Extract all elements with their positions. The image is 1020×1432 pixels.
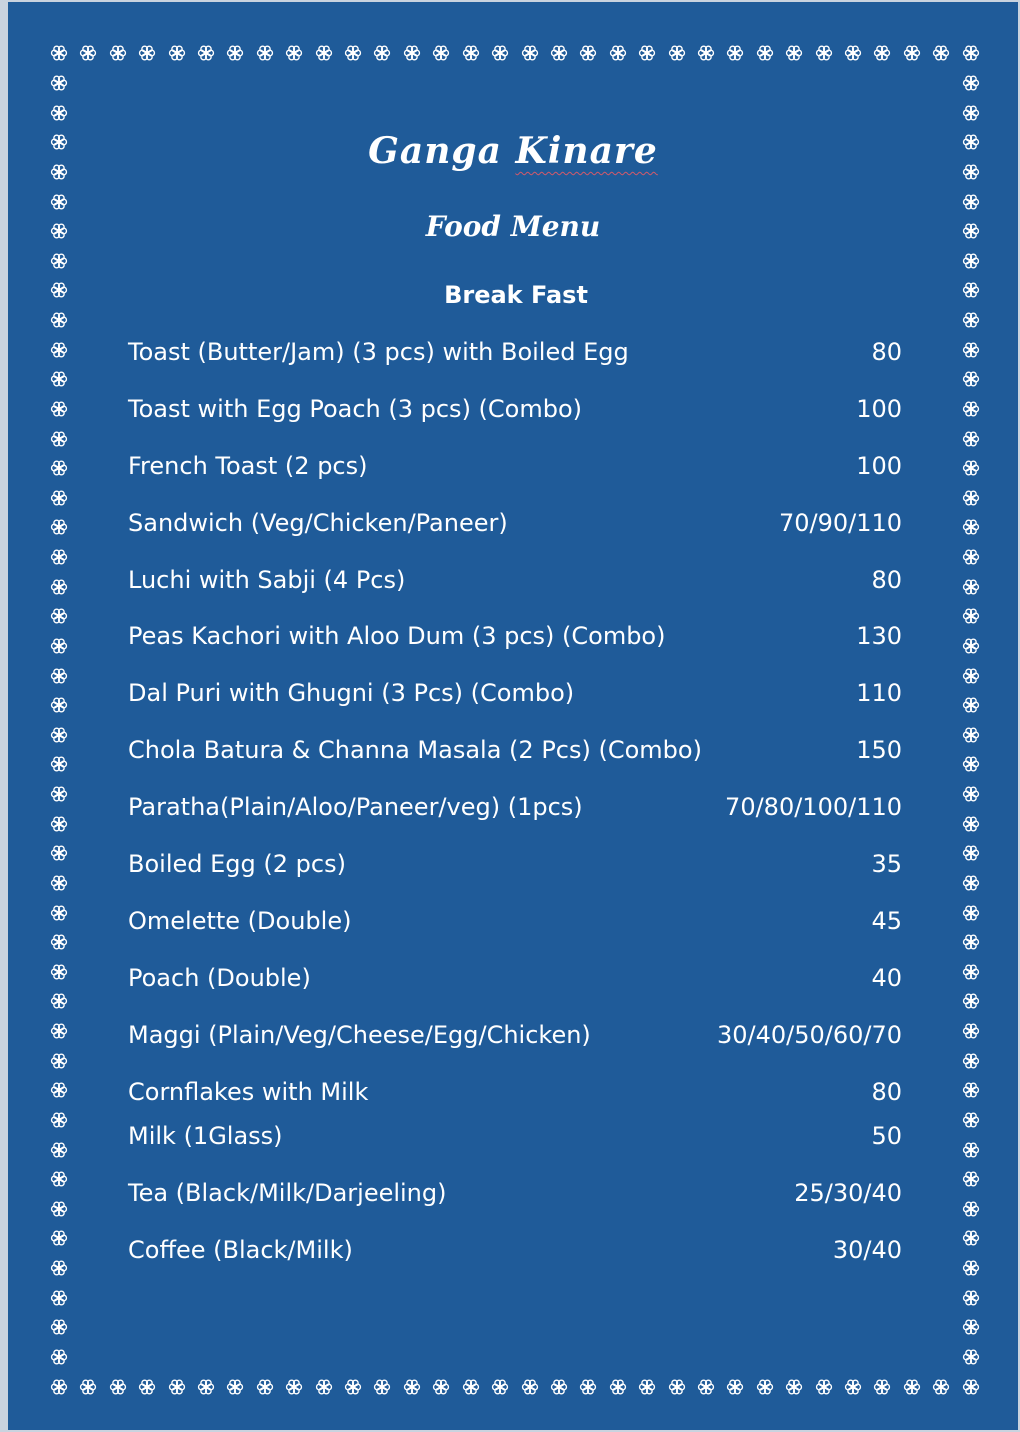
flower-ornament-icon (432, 1378, 450, 1396)
flower-ornament-icon (550, 44, 568, 62)
flower-ornament-icon (226, 1378, 244, 1396)
flower-ornament-icon (491, 1378, 509, 1396)
flower-ornament-icon (962, 874, 980, 892)
flower-ornament-icon (50, 104, 68, 122)
menu-item-price: 130 (856, 622, 902, 650)
flower-ornament-icon (962, 548, 980, 566)
flower-ornament-icon (962, 667, 980, 685)
menu-item-price: 80 (871, 1078, 902, 1106)
flower-ornament-icon (815, 1378, 833, 1396)
flower-ornament-icon (668, 1378, 686, 1396)
flower-ornament-icon (50, 1052, 68, 1070)
flower-ornament-icon (962, 1170, 980, 1188)
flower-ornament-icon (50, 341, 68, 359)
flower-ornament-icon (50, 1170, 68, 1188)
flower-ornament-icon (609, 44, 627, 62)
flower-ornament-icon (903, 1378, 921, 1396)
flower-ornament-icon (962, 578, 980, 596)
flower-ornament-icon (962, 755, 980, 773)
flower-ornament-icon (50, 815, 68, 833)
flower-ornament-icon (962, 963, 980, 981)
menu-item (128, 506, 902, 540)
menu-item-name: Toast with Egg Poach (3 pcs) (Combo) (128, 395, 583, 423)
flower-ornament-icon (815, 44, 833, 62)
flower-ornament-icon (962, 844, 980, 862)
flower-ornament-icon (50, 548, 68, 566)
flower-ornament-icon (50, 518, 68, 536)
restaurant-name (8, 130, 1018, 172)
flower-ornament-icon (638, 1378, 656, 1396)
flower-ornament-icon (285, 44, 303, 62)
menu-item-name: French Toast (2 pcs) (128, 452, 368, 480)
menu-item-name: Peas Kachori with Aloo Dum (3 pcs) (Combo) (128, 622, 666, 650)
flower-ornament-icon (50, 1141, 68, 1159)
flower-ornament-icon (344, 44, 362, 62)
flower-ornament-icon (550, 1378, 568, 1396)
menu-item-price: 80 (871, 566, 902, 594)
flower-ornament-icon (962, 489, 980, 507)
flower-ornament-icon (50, 755, 68, 773)
flower-ornament-icon (962, 1318, 980, 1336)
menu-item-price: 70/90/110 (778, 509, 902, 537)
flower-ornament-icon (962, 1052, 980, 1070)
flower-ornament-icon (403, 1378, 421, 1396)
flower-ornament-icon (50, 844, 68, 862)
flower-ornament-icon (579, 1378, 597, 1396)
flower-ornament-icon (962, 518, 980, 536)
flower-ornament-icon (962, 430, 980, 448)
border-left (50, 74, 68, 1366)
flower-ornament-icon (197, 44, 215, 62)
flower-ornament-icon (962, 1141, 980, 1159)
flower-ornament-icon (697, 1378, 715, 1396)
flower-ornament-icon (256, 1378, 274, 1396)
flower-ornament-icon (432, 44, 450, 62)
menu-item (128, 1075, 902, 1109)
menu-item-name: Boiled Egg (2 pcs) (128, 850, 346, 878)
flower-ornament-icon (962, 1111, 980, 1129)
flower-ornament-icon (962, 637, 980, 655)
flower-ornament-icon (50, 1111, 68, 1129)
menu-item-name: Poach (Double) (128, 964, 311, 992)
flower-ornament-icon (79, 44, 97, 62)
flower-ornament-icon (668, 44, 686, 62)
menu-item (128, 1233, 902, 1267)
flower-ornament-icon (962, 1378, 980, 1396)
flower-ornament-icon (50, 637, 68, 655)
flower-ornament-icon (50, 607, 68, 625)
restaurant-name-part1: Ganga (368, 130, 502, 172)
flower-ornament-icon (962, 1229, 980, 1247)
flower-ornament-icon (962, 400, 980, 418)
menu-item-price: 45 (871, 907, 902, 935)
flower-ornament-icon (315, 44, 333, 62)
flower-ornament-icon (50, 1022, 68, 1040)
flower-ornament-icon (962, 252, 980, 270)
flower-ornament-icon (697, 44, 715, 62)
flower-ornament-icon (50, 1081, 68, 1099)
flower-ornament-icon (962, 311, 980, 329)
flower-ornament-icon (79, 1378, 97, 1396)
menu-item-name: Dal Puri with Ghugni (3 Pcs) (Combo) (128, 679, 575, 707)
flower-ornament-icon (962, 74, 980, 92)
menu-item (128, 1176, 902, 1210)
flower-ornament-icon (50, 785, 68, 803)
flower-ornament-icon (962, 370, 980, 388)
flower-ornament-icon (256, 44, 274, 62)
menu-item-price: 50 (871, 1122, 902, 1150)
flower-ornament-icon (315, 1378, 333, 1396)
menu-subtitle: Food Menu (425, 210, 601, 243)
flower-ornament-icon (462, 44, 480, 62)
menu-item-name: Milk (1Glass) (128, 1122, 283, 1150)
flower-ornament-icon (226, 44, 244, 62)
flower-ornament-icon (903, 44, 921, 62)
flower-ornament-icon (962, 933, 980, 951)
flower-ornament-icon (785, 44, 803, 62)
flower-ornament-icon (50, 933, 68, 951)
flower-ornament-icon (344, 1378, 362, 1396)
flower-ornament-icon (50, 252, 68, 270)
menu-item (128, 335, 902, 369)
flower-ornament-icon (962, 44, 980, 62)
menu-item (128, 619, 902, 653)
flower-ornament-icon (50, 696, 68, 714)
menu-item-name: Sandwich (Veg/Chicken/Paneer) (128, 509, 508, 537)
flower-ornament-icon (962, 696, 980, 714)
flower-ornament-icon (403, 44, 421, 62)
flower-ornament-icon (50, 578, 68, 596)
flower-ornament-icon (50, 1348, 68, 1366)
menu-item-price: 30/40 (832, 1236, 902, 1264)
flower-ornament-icon (962, 1259, 980, 1277)
flower-ornament-icon (50, 904, 68, 922)
flower-ornament-icon (962, 104, 980, 122)
menu-item-name: Tea (Black/Milk/Darjeeling) (128, 1179, 447, 1207)
flower-ornament-icon (756, 44, 774, 62)
flower-ornament-icon (50, 667, 68, 685)
flower-ornament-icon (962, 726, 980, 744)
menu-item-price: 150 (856, 736, 902, 764)
menu-item-price: 30/40/50/60/70 (716, 1021, 902, 1049)
flower-ornament-icon (638, 44, 656, 62)
menu-item-price: 100 (856, 395, 902, 423)
flower-ornament-icon (844, 44, 862, 62)
restaurant-name-part2: Kinare (515, 130, 658, 172)
border-bottom (50, 1378, 980, 1396)
menu-item (128, 392, 902, 426)
flower-ornament-icon (50, 1259, 68, 1277)
menu-item (128, 847, 902, 881)
flower-ornament-icon (521, 44, 539, 62)
flower-ornament-icon (962, 1022, 980, 1040)
flower-ornament-icon (373, 1378, 391, 1396)
border-right (962, 74, 980, 1366)
flower-ornament-icon (50, 1318, 68, 1336)
flower-ornament-icon (962, 992, 980, 1010)
menu-item-name: Luchi with Sabji (4 Pcs) (128, 566, 406, 594)
flower-ornament-icon (109, 44, 127, 62)
flower-ornament-icon (168, 44, 186, 62)
menu-item (128, 790, 902, 824)
flower-ornament-icon (50, 992, 68, 1010)
flower-ornament-icon (962, 1081, 980, 1099)
flower-ornament-icon (285, 1378, 303, 1396)
flower-ornament-icon (491, 44, 509, 62)
flower-ornament-icon (873, 1378, 891, 1396)
flower-ornament-icon (962, 1348, 980, 1366)
flower-ornament-icon (521, 1378, 539, 1396)
flower-ornament-icon (50, 1289, 68, 1307)
menu-item-name: Toast (Butter/Jam) (3 pcs) with Boiled Egg (128, 338, 629, 366)
flower-ornament-icon (138, 44, 156, 62)
flower-ornament-icon (50, 193, 68, 211)
flower-ornament-icon (873, 44, 891, 62)
flower-ornament-icon (50, 44, 68, 62)
menu-item (128, 961, 902, 995)
flower-ornament-icon (50, 430, 68, 448)
menu-item-name: Chola Batura & Channa Masala (2 Pcs) (Combo) (128, 736, 702, 764)
menu-item (128, 1119, 902, 1153)
menu-item-name: Paratha(Plain/Aloo/Paneer/veg) (1pcs) (128, 793, 583, 821)
menu-item-name: Omelette (Double) (128, 907, 352, 935)
flower-ornament-icon (844, 1378, 862, 1396)
flower-ornament-icon (579, 44, 597, 62)
flower-ornament-icon (168, 1378, 186, 1396)
flower-ornament-icon (962, 1200, 980, 1218)
flower-ornament-icon (726, 44, 744, 62)
menu-item-name: Coffee (Black/Milk) (128, 1236, 353, 1264)
menu-item-price: 25/30/40 (794, 1179, 902, 1207)
flower-ornament-icon (932, 1378, 950, 1396)
menu-item (128, 449, 902, 483)
flower-ornament-icon (962, 193, 980, 211)
section-title: Break Fast (444, 281, 588, 309)
menu-item (128, 733, 902, 767)
flower-ornament-icon (50, 370, 68, 388)
flower-ornament-icon (50, 726, 68, 744)
flower-ornament-icon (50, 1378, 68, 1396)
flower-ornament-icon (785, 1378, 803, 1396)
flower-ornament-icon (138, 1378, 156, 1396)
flower-ornament-icon (962, 1289, 980, 1307)
flower-ornament-icon (373, 44, 391, 62)
flower-ornament-icon (50, 311, 68, 329)
menu-item (128, 904, 902, 938)
menu-item (128, 1018, 902, 1052)
flower-ornament-icon (962, 785, 980, 803)
flower-ornament-icon (109, 1378, 127, 1396)
flower-ornament-icon (50, 963, 68, 981)
flower-ornament-icon (50, 874, 68, 892)
flower-ornament-icon (756, 1378, 774, 1396)
menu-item-price: 80 (871, 338, 902, 366)
flower-ornament-icon (462, 1378, 480, 1396)
flower-ornament-icon (609, 1378, 627, 1396)
flower-ornament-icon (50, 489, 68, 507)
flower-ornament-icon (50, 400, 68, 418)
flower-ornament-icon (962, 904, 980, 922)
flower-ornament-icon (50, 1200, 68, 1218)
flower-ornament-icon (726, 1378, 744, 1396)
menu-item-price: 100 (856, 452, 902, 480)
menu-item-price: 35 (871, 850, 902, 878)
menu-page (8, 2, 1018, 1430)
menu-item-name: Cornflakes with Milk (128, 1078, 369, 1106)
flower-ornament-icon (932, 44, 950, 62)
flower-ornament-icon (197, 1378, 215, 1396)
menu-item (128, 563, 902, 597)
flower-ornament-icon (962, 341, 980, 359)
border-top (50, 44, 980, 62)
flower-ornament-icon (962, 459, 980, 477)
flower-ornament-icon (50, 74, 68, 92)
menu-item-price: 70/80/100/110 (725, 793, 902, 821)
menu-item-name: Maggi (Plain/Veg/Cheese/Egg/Chicken) (128, 1021, 591, 1049)
menu-item (128, 676, 902, 710)
flower-ornament-icon (962, 815, 980, 833)
menu-item-price: 110 (856, 679, 902, 707)
flower-ornament-icon (962, 607, 980, 625)
flower-ornament-icon (50, 459, 68, 477)
flower-ornament-icon (50, 1229, 68, 1247)
menu-item-price: 40 (871, 964, 902, 992)
